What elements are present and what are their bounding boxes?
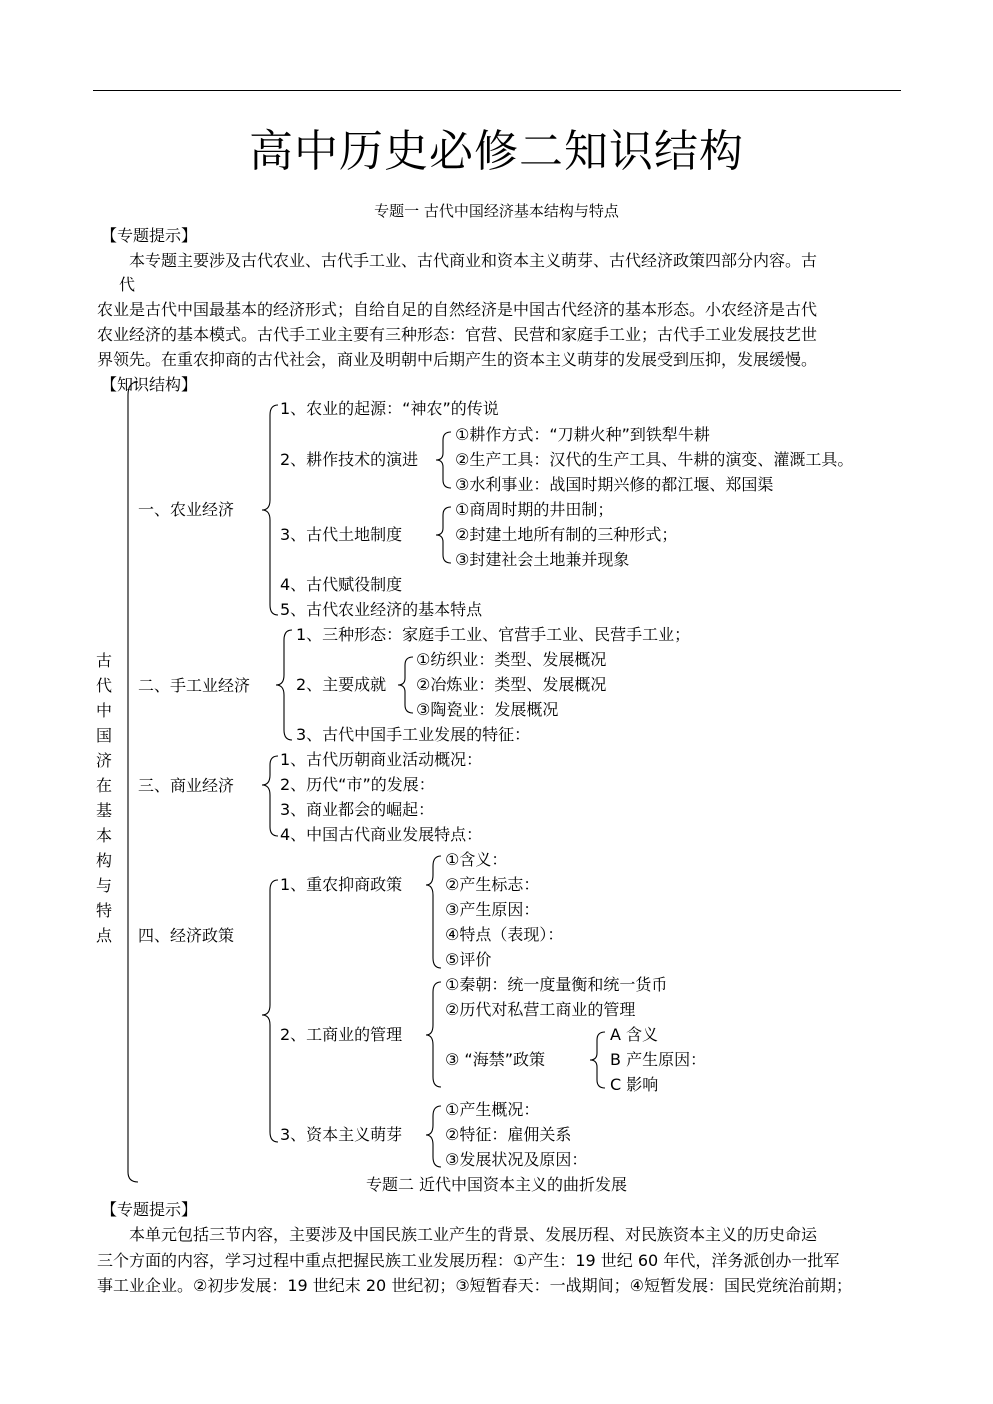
topic2-tip-label: 【专题提示】 [101, 1200, 198, 1219]
policy-subitem: ②特征：雇佣关系 [445, 1125, 572, 1144]
policy-item: 3、资本主义萌芽 [280, 1125, 403, 1144]
agri-subitem: ②生产工具：汉代的生产工具、牛耕的演变、灌溉工具。 [455, 450, 854, 469]
topic1-tip-line1: 本专题主要涉及古代农业、古代手工业、古代商业和资本主义萌芽、古代经济政策四部分内容。古 [129, 251, 818, 270]
root-char: 国 [96, 726, 113, 745]
agri-subitem: ①耕作方式：“刀耕火种”到铁犁牛耕 [455, 425, 710, 444]
policy-item: 2、工商业的管理 [280, 1025, 403, 1044]
topic2-tip-line2: 三个方面的内容，学习过程中重点把握民族工业发展历程：①产生：19 世纪 60 年代，洋务派创办一批军 [97, 1251, 840, 1270]
agri-subitem: ③封建社会土地兼并现象 [455, 550, 630, 569]
topic1-heading: 专题一 古代中国经济基本结构与特点 [374, 202, 619, 220]
agri-subitem: ①商周时期的井田制； [455, 500, 614, 519]
agri-subitem: ③水利事业：战国时期兴修的都江堰、郑国渠 [455, 475, 774, 494]
root-char: 本 [96, 826, 113, 845]
policy-subitem: ③发展状况及原因： [445, 1150, 588, 1169]
root-char: 特 [96, 901, 113, 920]
root-char: 古 [96, 651, 113, 670]
root-char: 点 [96, 926, 113, 945]
topic1-structure-label: 【知识结构】 [101, 375, 198, 394]
commerce-item: 3、商业都会的崛起： [280, 800, 435, 819]
root-char: 中 [96, 701, 113, 720]
root-char: 与 [96, 876, 113, 895]
craft-subitem: ①纺织业：类型、发展概况 [416, 650, 607, 669]
haijin-subitem: A 含义 [610, 1025, 659, 1044]
topic1-tip-line1b: 代 [119, 275, 136, 294]
root-char: 构 [96, 851, 113, 870]
root-char: 基 [96, 801, 113, 820]
agri-item: 5、古代农业经济的基本特点 [280, 600, 483, 619]
policy-subitem: ④特点（表现）： [445, 925, 564, 944]
topic2-tip-line1: 本单元包括三节内容，主要涉及中国民族工业产生的背景、发展历程、对民族资本主义的历史命运 [129, 1225, 818, 1244]
topic2-tip-line3: 事工业企业。②初步发展：19 世纪末 20 世纪初；③短暂春天：一战期间；④短暂发展：国民党统治前期； [97, 1276, 853, 1295]
header-rule [93, 90, 901, 91]
policy-item: 1、重农抑商政策 [280, 875, 403, 894]
craft-item: 3、古代中国手工业发展的特征： [296, 725, 531, 744]
agri-subitem: ②封建土地所有制的三种形式； [455, 525, 678, 544]
section-commerce-label: 三、商业经济 [138, 776, 235, 795]
policy-subitem: ①秦朝：统一度量衡和统一货币 [445, 975, 668, 994]
root-char: 代 [96, 676, 113, 695]
craft-subitem: ③陶瓷业：发展概况 [416, 700, 559, 719]
section-craft-label: 二、手工业经济 [138, 676, 251, 695]
policy-subitem: ③ “海禁”政策 [445, 1050, 546, 1069]
agri-item: 4、古代赋役制度 [280, 575, 403, 594]
topic2-heading: 专题二 近代中国资本主义的曲折发展 [365, 1175, 628, 1194]
section-policy-label: 四、经济政策 [138, 926, 235, 945]
topic1-tip-line4: 界领先。在重农抑商的古代社会，商业及明朝中后期产生的资本主义萌芽的发展受到压抑，发展缓慢。 [97, 350, 818, 369]
commerce-item: 2、历代“市”的发展： [280, 775, 435, 794]
root-char: 济 [96, 751, 113, 770]
section-agri-label: 一、农业经济 [138, 500, 235, 519]
policy-subitem: ②产生标志： [445, 875, 540, 894]
haijin-subitem: B 产生原因： [610, 1050, 707, 1069]
commerce-item: 4、中国古代商业发展特点： [280, 825, 483, 844]
craft-subitem: ②冶炼业：类型、发展概况 [416, 675, 607, 694]
craft-item: 1、三种形态：家庭手工业、官营手工业、民营手工业； [296, 625, 691, 644]
policy-subitem: ⑤评价 [445, 950, 492, 969]
policy-subitem: ③产生原因： [445, 900, 540, 919]
agri-item: 1、农业的起源：“神农”的传说 [280, 399, 499, 418]
root-char: 在 [96, 776, 113, 795]
topic1-tip-line3: 农业经济的基本模式。古代手工业主要有三种形态：官营、民营和家庭手工业；古代手工业发展技艺世 [97, 325, 818, 344]
topic1-tip-label: 【专题提示】 [101, 226, 198, 245]
agri-item: 2、耕作技术的演进 [280, 450, 419, 469]
policy-subitem: ①产生概况： [445, 1100, 540, 1119]
haijin-subitem: C 影响 [610, 1075, 659, 1094]
agri-item: 3、古代土地制度 [280, 525, 403, 544]
page-title: 高中历史必修二知识结构 [249, 126, 744, 177]
commerce-item: 1、古代历朝商业活动概况： [280, 750, 483, 769]
policy-subitem: ①含义： [445, 850, 508, 869]
craft-item: 2、主要成就 [296, 675, 387, 694]
topic1-tip-line2: 农业是古代中国最基本的经济形式；自给自足的自然经济是中国古代经济的基本形态。小农经济是古代 [97, 300, 818, 319]
policy-subitem: ②历代对私营工商业的管理 [445, 1000, 636, 1019]
